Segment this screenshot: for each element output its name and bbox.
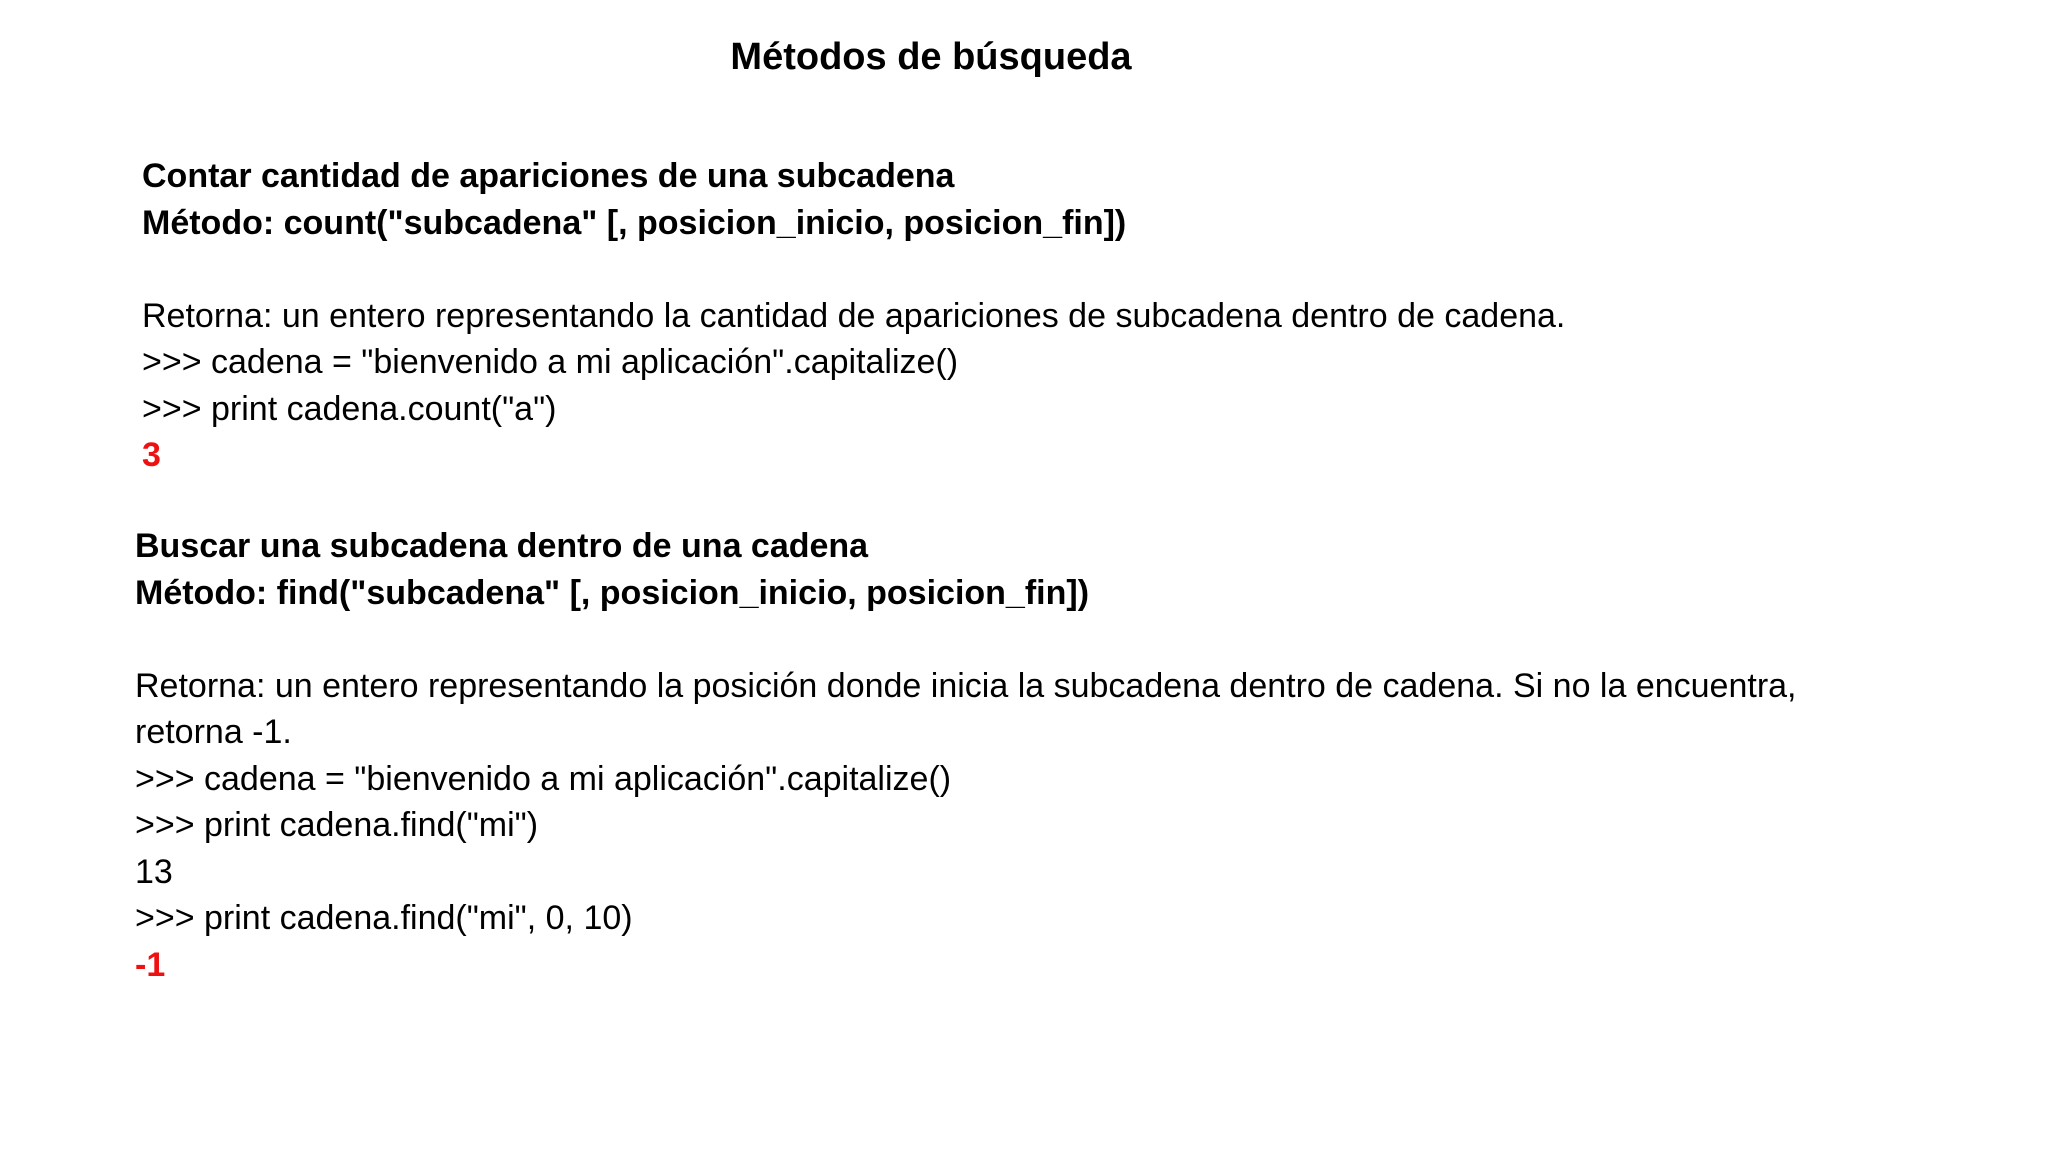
output-line: 13 bbox=[135, 852, 173, 891]
result-value: -1 bbox=[135, 945, 166, 984]
method-signature: Método: find("subcadena" [, posicion_inicio, posicion_fin]) bbox=[135, 573, 1090, 612]
page-title: Métodos de búsqueda bbox=[730, 36, 1132, 78]
code-line: >>> cadena = "bienvenido a mi aplicación".capitalize() bbox=[142, 343, 959, 381]
section-heading: Buscar una subcadena dentro de una cadena bbox=[135, 527, 869, 565]
section-count bbox=[142, 153, 1565, 479]
code-line: >>> print cadena.find("mi") bbox=[135, 806, 539, 844]
spacer bbox=[135, 616, 1797, 663]
spacer bbox=[142, 246, 1565, 293]
method-signature: Método: count("subcadena" [, posicion_inicio, posicion_fin]) bbox=[142, 203, 1127, 242]
code-line: >>> print cadena.find("mi", 0, 10) bbox=[135, 899, 633, 937]
return-description-continued: retorna -1. bbox=[135, 713, 292, 751]
code-line: >>> cadena = "bienvenido a mi aplicación".capitalize() bbox=[135, 759, 952, 798]
return-description: Retorna: un entero representando la cantidad de apariciones de subcadena dentro de cadena. bbox=[142, 296, 1566, 335]
section-heading: Contar cantidad de apariciones de una subcadena bbox=[142, 157, 955, 195]
section-find bbox=[135, 523, 1797, 988]
return-description: Retorna: un entero representando la posición donde inicia la subcadena dentro de cadena. Si no la encuentra, bbox=[135, 666, 1797, 705]
result-value: 3 bbox=[142, 436, 161, 474]
code-line: >>> print cadena.count("a") bbox=[142, 389, 557, 428]
